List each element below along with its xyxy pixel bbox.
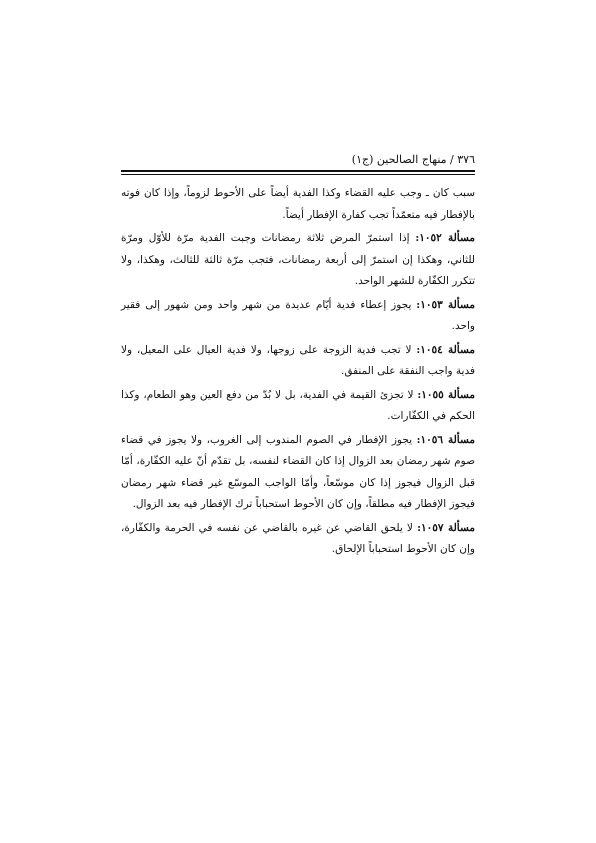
issue-number: مسألة ١٠٥٣: xyxy=(416,298,475,311)
issue-text: لا تجزئ القيمة في الفدية، بل لا بُدّ من دفع العين وهو الطعام، وكذا الحكم في الكفّارات. xyxy=(121,388,475,422)
issue-1055 xyxy=(121,385,475,428)
issue-text: لا يلحق القاضي عن غيره بالقاضي عن نفسه في الحرمة والكفّارة، وإن كان الأحوط استحباباً الإلحاق. xyxy=(121,521,475,555)
issue-text: يجوز الإفطار في الصوم المندوب إلى الغروب، ولا يجوز في قضاء صوم شهر رمضان بعد الزوال إذا كان القضاء لنفسه، بل تقدّم أنّ عليه الكفّارة، أمّا قبل الزوال فيجوز إذا كان موسّعاً، وأمّا الواجب الموسّع غير قضاء شهر رمضان فيجوز الإفطار فيه مطلقاً، وإن كان الأحوط استحباباً ترك الإفطار فيه بعد الزوال. xyxy=(121,433,475,510)
issue-number: مسألة ١٠٥٦: xyxy=(416,433,475,446)
issue-number: مسألة ١٠٥٥: xyxy=(417,388,475,401)
issue-text: لا تجب فدية الزوجة على زوجها، ولا فدية العيال على المعيل، ولا فدية واجب النفقة على المنفق. xyxy=(121,343,475,377)
issue-text: يجوز إعطاء فدية أيّام عديدة من شهر واحد ومن شهور إلى فقير واحد. xyxy=(121,298,475,332)
paragraph-continuation xyxy=(121,183,475,226)
body-text xyxy=(121,183,475,563)
issue-1052 xyxy=(121,228,475,293)
header-rule-thin xyxy=(121,174,475,175)
issue-number: مسألة ١٠٥٧: xyxy=(417,521,475,534)
issue-number: مسألة ١٠٥٤: xyxy=(416,343,475,356)
issue-1056 xyxy=(121,430,475,516)
issue-1057 xyxy=(121,518,475,561)
header-rule-thick xyxy=(121,170,475,172)
issue-number: مسألة ١٠٥٢: xyxy=(415,232,475,244)
issue-1053 xyxy=(121,295,475,338)
running-header: ٣٧٦ / منهاج الصالحين (ج١) xyxy=(351,153,475,166)
paragraph-text: سبب كان ـ وجب عليه القضاء وكذا الفدية أيضاً على الأحوط لزوماً، وإذا كان فوته بالإفطار فيه متعمّداً تجب كفارة الإفطار أيضاً. xyxy=(121,187,475,221)
issue-1054 xyxy=(121,340,475,383)
issue-text: إذا استمرّ المرض ثلاثة رمضانات وجبت الفدية مرّة للأوّل ومرّة للثاني، وهكذا إن استمرّ إلى أربعة رمضانات، فتجب مرّة ثالثة للثالث، وهكذا، ولا تتكرر الكفّارة للشهر الواحد. xyxy=(121,232,475,287)
